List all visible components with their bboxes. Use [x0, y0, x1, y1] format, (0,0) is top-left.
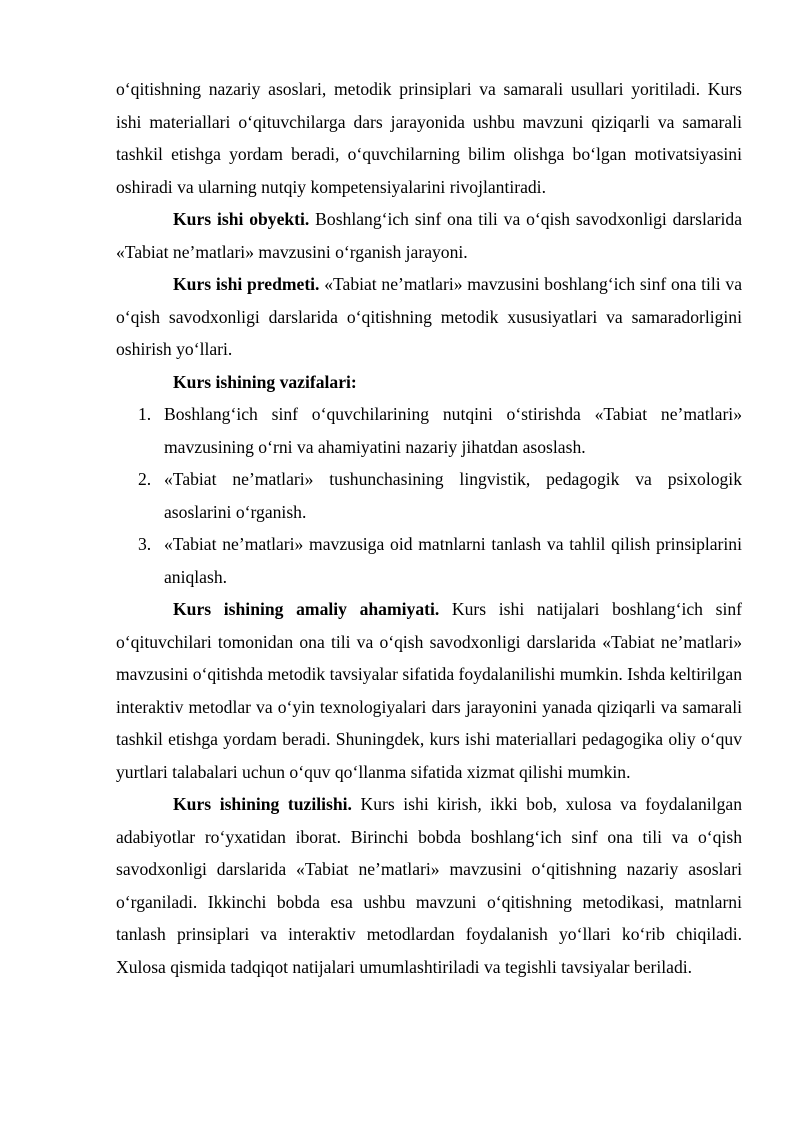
subject-text: «Tabiat ne’matlari» mavzusini boshlang‘ich sinf ona tili va o‘qish savodxonligi darslarida o‘qitishning metodik xususiyatlari va samaradorligini oshirish yo‘llari. — [116, 274, 742, 359]
structure-text: Kurs ishi kirish, ikki bob, xulosa va foydalanilgan adabiyotlar ro‘yxatidan iborat. Birinchi bobda boshlang‘ich sinf ona tili va o‘qish savodxonligi darslarida «Tabiat ne’matlari» mavzusini o‘qitishning nazariy asoslari o‘rganiladi. Ikkinchi bobda esa ushbu mavzuni o‘qitishning metodikasi, matnlarni tanlash prinsiplari va interaktiv metodlardan foydalanish yo‘llari ko‘rib chiqiladi. Xulosa qismida tadqiqot natijalari umumlashtiriladi va tegishli tavsiyalar beriladi. — [116, 794, 742, 977]
task-text: «Tabiat ne’matlari» mavzusiga oid matnlarni tanlash va tahlil qilish prinsiplarini aniqlash. — [164, 534, 742, 587]
object-heading: Kurs ishi obyekti. — [173, 209, 310, 229]
intro-paragraph: o‘qitishning nazariy asoslari, metodik prinsiplari va samarali usullari yoritiladi. Kurs ishi materiallari o‘qituvchilarga dars jarayonida ushbu mavzuni qiziqarli va samarali tashkil etishga yordam beradi, o‘quvchilarning bilim olishga bo‘lgan motivatsiyasini oshiradi va ularning nutqiy kompetensiyalarini rivojlantiradi. — [116, 79, 742, 197]
tasks-heading: Kurs ishining vazifalari: — [173, 371, 357, 392]
task-text: Boshlang‘ich sinf o‘quvchilarining nutqini o‘stirishda «Tabiat ne’matlari» mavzusining o‘rni va ahamiyatini nazariy jihatdan asoslash. — [164, 404, 742, 457]
structure-heading: Kurs ishining tuzilishi. — [173, 794, 352, 814]
practical-heading: Kurs ishining amaliy ahamiyati. — [173, 599, 440, 619]
object-paragraph — [116, 203, 742, 268]
task-text: «Tabiat ne’matlari» tushunchasining lingvistik, pedagogik va psixologik asoslarini o‘rganish. — [164, 469, 742, 522]
task-item-2 — [116, 463, 742, 528]
subject-paragraph — [116, 268, 742, 366]
task-item-3 — [116, 528, 742, 593]
tasks-list — [116, 398, 742, 593]
task-item-1 — [116, 398, 742, 463]
document-page — [116, 73, 742, 983]
practical-paragraph — [116, 593, 742, 788]
task-number: 3. — [138, 534, 152, 554]
object-text: Boshlang‘ich sinf ona tili va o‘qish savodxonligi darslarida «Tabiat ne’matlari» mavzusini o‘rganish jarayoni. — [116, 209, 743, 262]
structure-paragraph — [116, 788, 742, 983]
practical-text: Kurs ishi natijalari boshlang‘ich sinf o‘qituvchilari tomonidan ona tili va o‘qish savodxonligi darslarida «Tabiat ne’matlari» mavzusini o‘qitishda metodik tavsiyalar sifatida foydalanilishi mumkin. Ishda keltirilgan interaktiv metodlar va o‘yin texnologiyalari dars jarayonini yanada qiziqarli va samarali tashkil etishga yordam beradi. Shuningdek, kurs ishi materiallari pedagogika oliy o‘quv yurtlari talabalari uchun o‘quv qo‘llanma sifatida xizmat qilishi mumkin. — [116, 599, 742, 782]
task-number: 1. — [138, 404, 152, 424]
task-number: 2. — [138, 469, 152, 489]
subject-heading: Kurs ishi predmeti. — [173, 274, 320, 294]
